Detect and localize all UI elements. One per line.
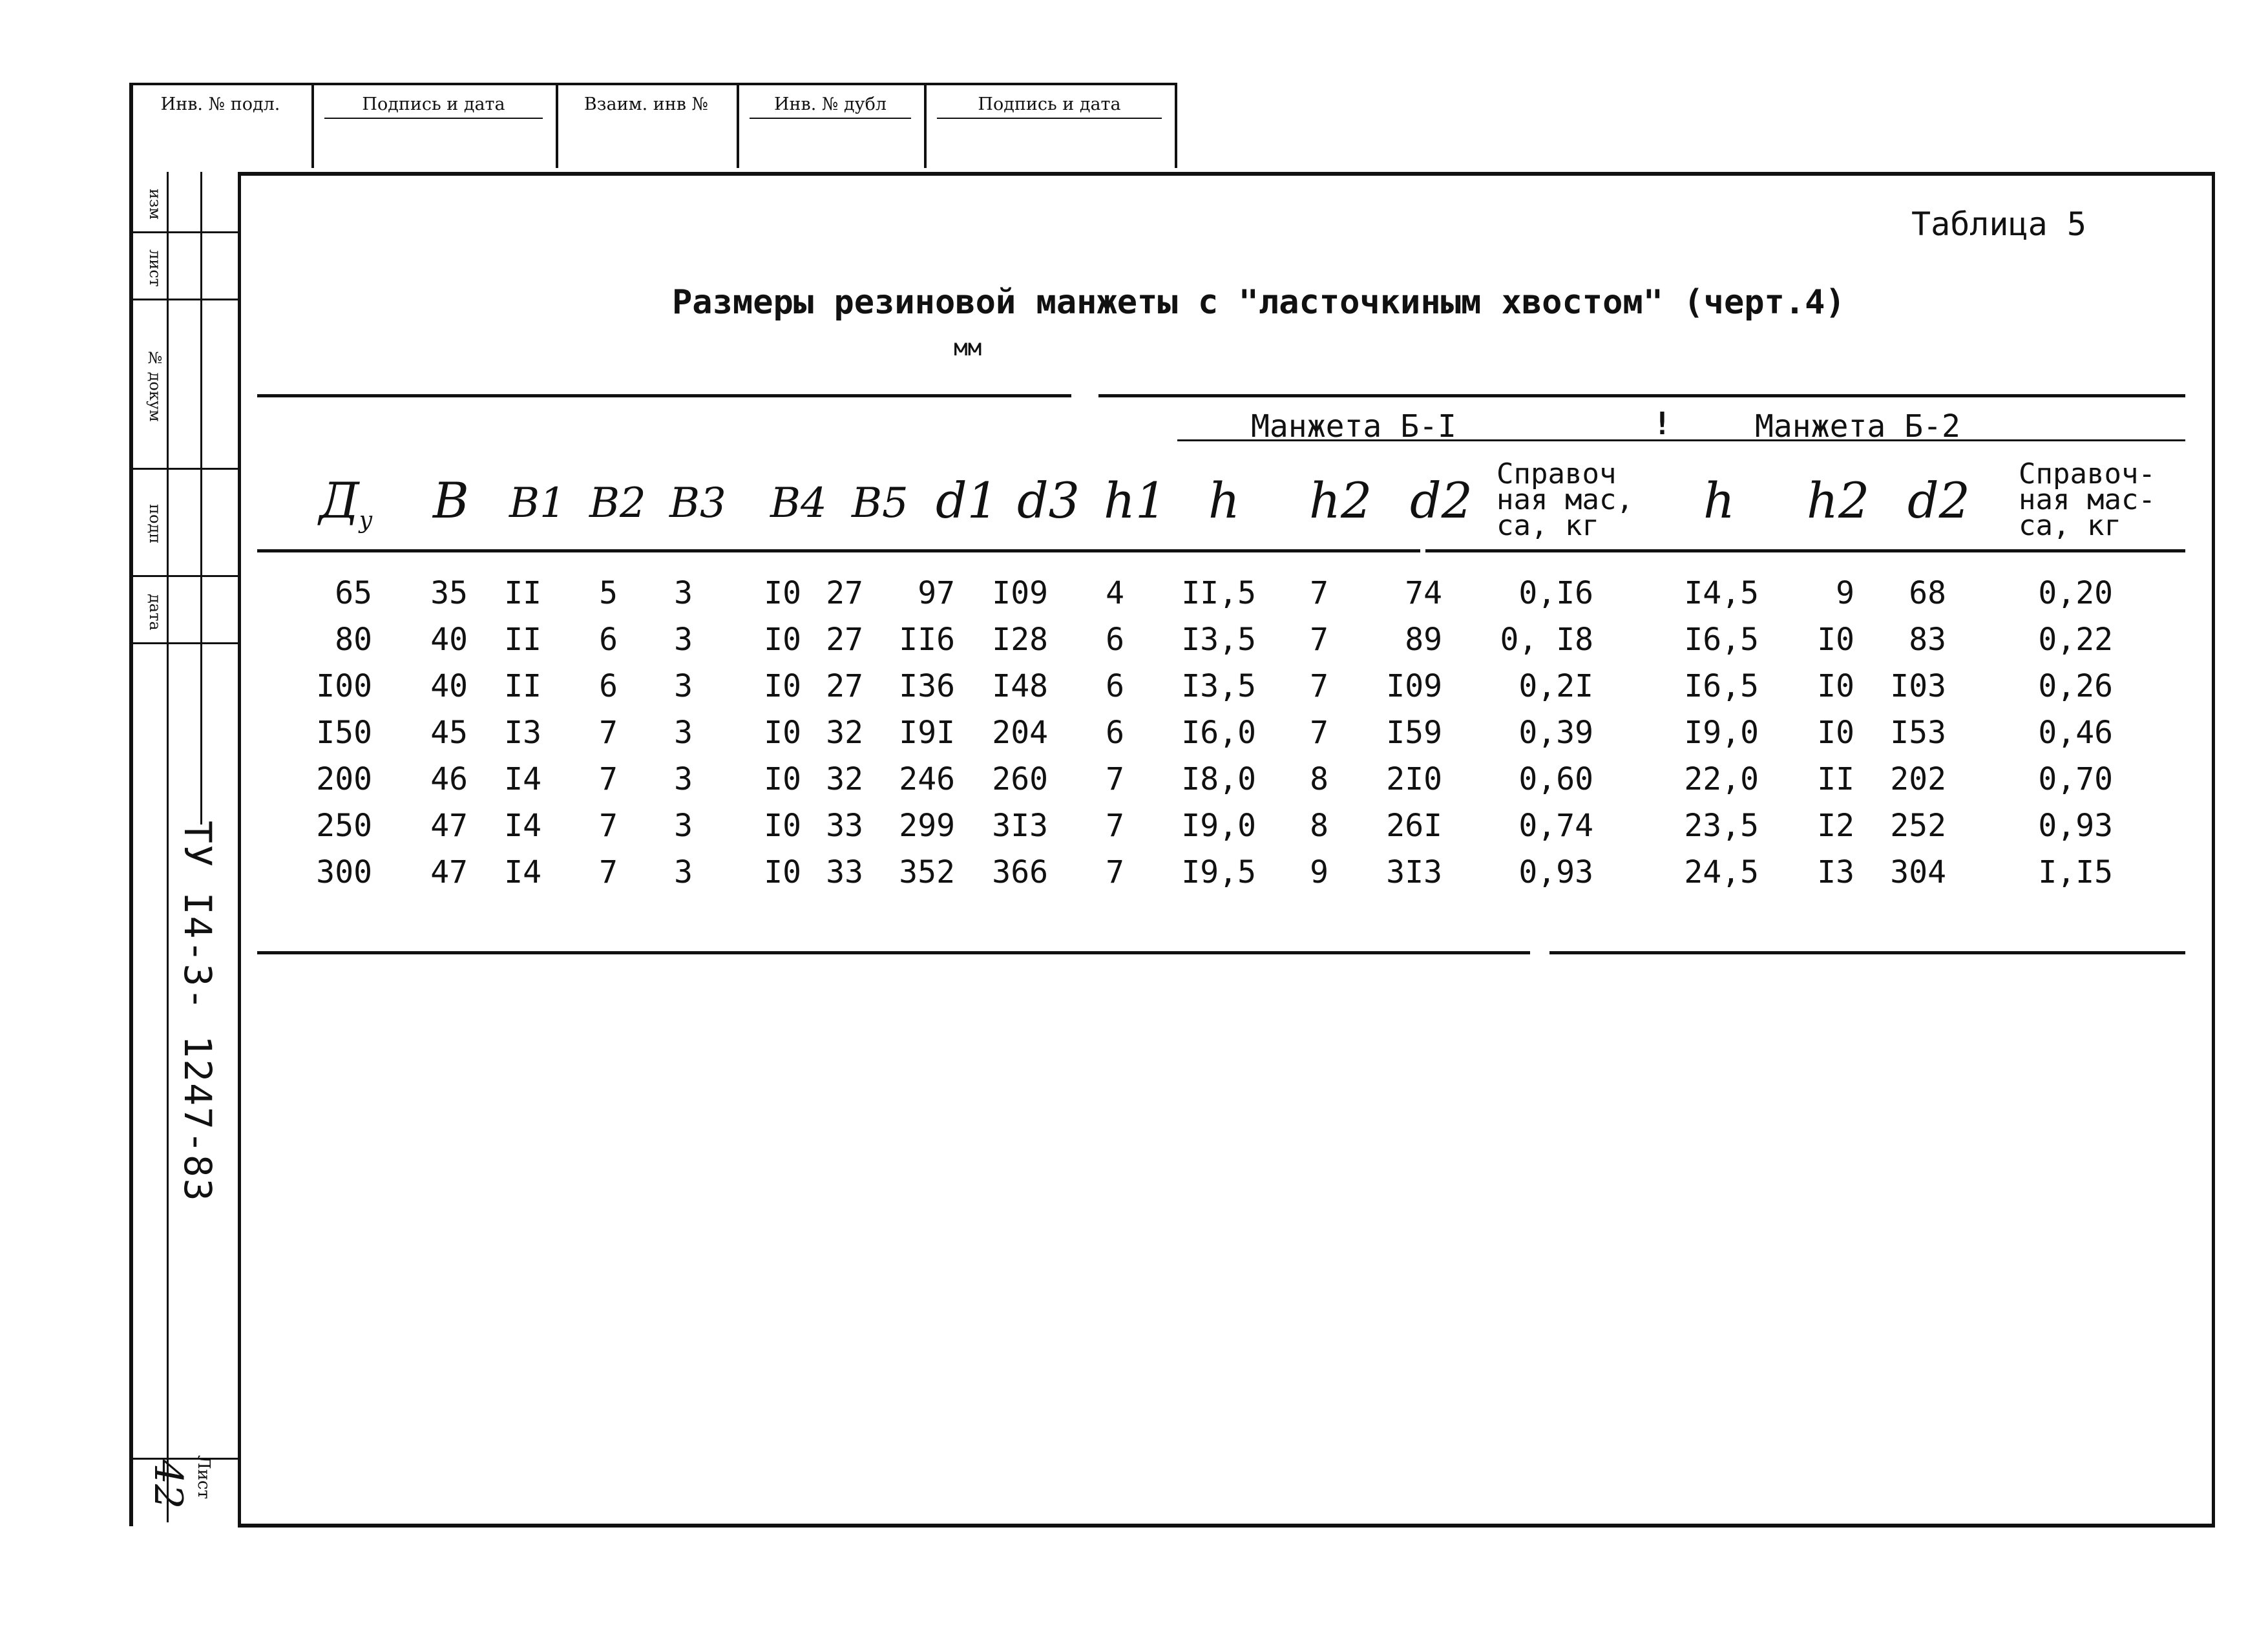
stamp-inv-podl — [129, 85, 314, 168]
header-h2-2: h2 — [1807, 472, 1870, 529]
strip-data: дата — [146, 593, 164, 631]
header-h2: h2 — [1309, 472, 1372, 529]
table-cell: 40 — [430, 622, 468, 658]
table-cell: 7 — [1310, 668, 1328, 704]
table-cell: 97 — [918, 575, 955, 611]
table-cell: 46 — [430, 761, 468, 797]
header-h1: h1 — [1104, 472, 1167, 529]
header-du — [319, 472, 373, 534]
table-cell: 4 — [1106, 575, 1124, 611]
strip-podp: подп — [146, 504, 164, 544]
table-cell: 47 — [430, 854, 468, 890]
group-separator: ! — [1653, 406, 1672, 442]
table-cell: 0,46 — [2038, 715, 2113, 751]
table-cell: 27 — [826, 668, 863, 704]
table-cell: 3 — [674, 854, 693, 890]
stamp-inv-dubl — [737, 85, 927, 168]
table-cell: 3 — [674, 761, 693, 797]
table-cell: 5 — [599, 575, 618, 611]
table-cell: I6,5 — [1684, 668, 1759, 704]
table-cell: 3 — [674, 622, 693, 658]
table-cell: 0,93 — [2038, 808, 2113, 844]
table-cell: 7 — [599, 715, 618, 751]
table-cell: II — [504, 622, 541, 658]
table-cell: I9I — [899, 715, 955, 751]
table-cell: I53 — [1890, 715, 1946, 751]
header-mass-1: Справоч ная мас, са, кг — [1496, 457, 1633, 542]
table-cell: I09 — [1386, 668, 1442, 704]
table-cell: I0 — [764, 622, 801, 658]
table-cell: 3 — [674, 715, 693, 751]
strip-list: лист — [146, 249, 164, 287]
sheet-number: 42 — [145, 1459, 191, 1509]
table-cell: 7 — [1310, 622, 1328, 658]
table-cell: 0, I8 — [1500, 622, 1593, 658]
group-b2: Манжета Б-2 — [1755, 408, 1960, 445]
table-cell: II — [504, 575, 541, 611]
header-d2: d2 — [1410, 472, 1473, 529]
table-cell: 7 — [599, 761, 618, 797]
table-cell: 32 — [826, 715, 863, 751]
table-cell: I0 — [1817, 622, 1854, 658]
header-b2: B2 — [589, 479, 646, 527]
header-d2-2: d2 — [1907, 472, 1971, 529]
stamp-podpis-2 — [924, 85, 1177, 168]
table-cell: 0,20 — [2038, 575, 2113, 611]
table-cell: I9,0 — [1181, 808, 1256, 844]
group-b1: Манжета Б-I — [1251, 408, 1456, 445]
table-cell: 24,5 — [1684, 854, 1759, 890]
table-cell: I03 — [1890, 668, 1946, 704]
table-cell: I3 — [504, 715, 541, 751]
table-cell: I4,5 — [1684, 575, 1759, 611]
table-cell: 9 — [1310, 854, 1328, 890]
header-h: h — [1208, 472, 1240, 529]
table-cell: 3 — [674, 575, 693, 611]
table-cell: I9,5 — [1181, 854, 1256, 890]
table-cell: 3 — [674, 668, 693, 704]
table-cell: 246 — [899, 761, 955, 797]
table-unit: мм — [954, 335, 982, 361]
sheet-label: Лист — [194, 1455, 213, 1499]
table-cell: I,I5 — [2038, 854, 2113, 890]
table-cell: 0,I6 — [1518, 575, 1593, 611]
table-cell: 366 — [992, 854, 1048, 890]
table-cell: 7 — [1106, 808, 1124, 844]
table-cell: 6 — [599, 668, 618, 704]
table-cell: 7 — [599, 854, 618, 890]
table-cell: 23,5 — [1684, 808, 1759, 844]
table-cell: 0,2I — [1518, 668, 1593, 704]
header-du-sub: у — [359, 507, 373, 534]
stamp-podpis-1 — [311, 85, 558, 168]
table-cell: 0,39 — [1518, 715, 1593, 751]
table-cell: I48 — [992, 668, 1048, 704]
stamp-inv-dubl-label: Инв. № дубл — [774, 94, 887, 114]
table-cell: I0 — [764, 575, 801, 611]
table-cell: I3,5 — [1181, 622, 1256, 658]
table-cell: 7 — [1106, 761, 1124, 797]
stamp-block — [129, 83, 1177, 168]
table-cell: 8 — [1310, 761, 1328, 797]
table-cell: 6 — [1106, 668, 1124, 704]
strip-izm: изм — [146, 189, 164, 220]
table-cell: 3 — [674, 808, 693, 844]
header-b3: B3 — [669, 479, 726, 527]
table-cell: 80 — [335, 622, 372, 658]
table-cell: I00 — [316, 668, 372, 704]
table-cell: I0 — [764, 668, 801, 704]
header-mass-2: Справоч- ная мас- са, кг — [2019, 457, 2156, 542]
table-cell: I9,0 — [1684, 715, 1759, 751]
table-cell: I0 — [1817, 715, 1854, 751]
table-cell: 65 — [335, 575, 372, 611]
table-cell: II — [504, 668, 541, 704]
table-cell: 6 — [599, 622, 618, 658]
header-b4: B4 — [770, 479, 827, 527]
table-cell: 202 — [1890, 761, 1946, 797]
table-cell: 252 — [1890, 808, 1946, 844]
table-cell: 7 — [1106, 854, 1124, 890]
table-cell: II — [1817, 761, 1854, 797]
table-cell: 200 — [316, 761, 372, 797]
table-cell: 47 — [430, 808, 468, 844]
table-cell: 32 — [826, 761, 863, 797]
table-cell: I4 — [504, 808, 541, 844]
page-frame — [238, 172, 2215, 1528]
table-cell: 7 — [599, 808, 618, 844]
table-cell: 204 — [992, 715, 1048, 751]
table-cell: I0 — [764, 854, 801, 890]
table-cell: 40 — [430, 668, 468, 704]
table-cell: 6 — [1106, 715, 1124, 751]
table-cell: I59 — [1386, 715, 1442, 751]
table-cell: 0,74 — [1518, 808, 1593, 844]
table-bottom-rule-right — [1549, 951, 2185, 954]
table-cell: 304 — [1890, 854, 1946, 890]
table-cell: 0,22 — [2038, 622, 2113, 658]
table-cell: 22,0 — [1684, 761, 1759, 797]
table-cell: 2I0 — [1386, 761, 1442, 797]
table-cell: 3I3 — [992, 808, 1048, 844]
table-cell: 299 — [899, 808, 955, 844]
table-cell: 0,26 — [2038, 668, 2113, 704]
table-cell: I6,0 — [1181, 715, 1256, 751]
table-cell: 260 — [992, 761, 1048, 797]
table-bottom-rule — [257, 951, 1530, 954]
table-cell: 7 — [1310, 575, 1328, 611]
table-cell: I09 — [992, 575, 1048, 611]
table-cell: II6 — [899, 622, 955, 658]
table-cell: I0 — [764, 808, 801, 844]
table-cell: I3 — [1817, 854, 1854, 890]
table-cell: 68 — [1909, 575, 1946, 611]
stamp-podpis-1-label: Подпись и дата — [362, 94, 505, 114]
header-bottom-rule-right — [1425, 549, 2185, 552]
header-b5: B5 — [852, 479, 908, 527]
table-title: Размеры резиновой манжеты с "ласточкиным хвостом" (черт.4) — [672, 283, 1845, 322]
header-b1: B1 — [509, 479, 566, 527]
header-du-main: Д — [319, 472, 359, 529]
table-cell: 300 — [316, 854, 372, 890]
table-cell: 89 — [1405, 622, 1442, 658]
table-cell: I6,5 — [1684, 622, 1759, 658]
table-top-rule — [257, 394, 1071, 397]
table-cell: 27 — [826, 575, 863, 611]
table-cell: I4 — [504, 854, 541, 890]
table-cell: I3,5 — [1181, 668, 1256, 704]
header-d1: d1 — [936, 472, 999, 529]
stamp-vzaim-inv — [556, 85, 739, 168]
table-cell: 250 — [316, 808, 372, 844]
table-cell: 33 — [826, 854, 863, 890]
header-b: B — [433, 472, 469, 529]
strip-n-dokum: № докум — [146, 348, 164, 422]
table-cell: 9 — [1836, 575, 1854, 611]
table-cell: I0 — [764, 761, 801, 797]
table-cell: I28 — [992, 622, 1048, 658]
table-number: Таблица 5 — [1911, 205, 2086, 243]
stamp-podpis-2-label: Подпись и дата — [978, 94, 1121, 114]
table-cell: 26I — [1386, 808, 1442, 844]
table-cell: 33 — [826, 808, 863, 844]
table-cell: I0 — [1817, 668, 1854, 704]
table-cell: I2 — [1817, 808, 1854, 844]
table-cell: 83 — [1909, 622, 1946, 658]
document-code: ТУ I4-3- 1247-83 — [176, 821, 220, 1203]
table-cell: 352 — [899, 854, 955, 890]
table-cell: 8 — [1310, 808, 1328, 844]
table-cell: 0,93 — [1518, 854, 1593, 890]
table-cell: 7 — [1310, 715, 1328, 751]
table-cell: I0 — [764, 715, 801, 751]
table-cell: I8,0 — [1181, 761, 1256, 797]
table-cell: 35 — [430, 575, 468, 611]
table-cell: I36 — [899, 668, 955, 704]
stamp-inv-podl-label: Инв. № подл. — [160, 94, 280, 114]
table-cell: I4 — [504, 761, 541, 797]
table-top-rule-right — [1098, 394, 2185, 397]
header-d3: d3 — [1017, 472, 1080, 529]
table-cell: 27 — [826, 622, 863, 658]
table-cell: 6 — [1106, 622, 1124, 658]
header-bottom-rule — [257, 549, 1420, 552]
table-cell: 45 — [430, 715, 468, 751]
header-h-2: h — [1703, 472, 1735, 529]
table-cell: 3I3 — [1386, 854, 1442, 890]
table-cell: I50 — [316, 715, 372, 751]
stamp-vzaim-inv-label: Взаим. инв № — [583, 94, 709, 114]
table-cell: 0,70 — [2038, 761, 2113, 797]
table-cell: II,5 — [1181, 575, 1256, 611]
table-cell: 0,60 — [1518, 761, 1593, 797]
table-cell: 74 — [1405, 575, 1442, 611]
